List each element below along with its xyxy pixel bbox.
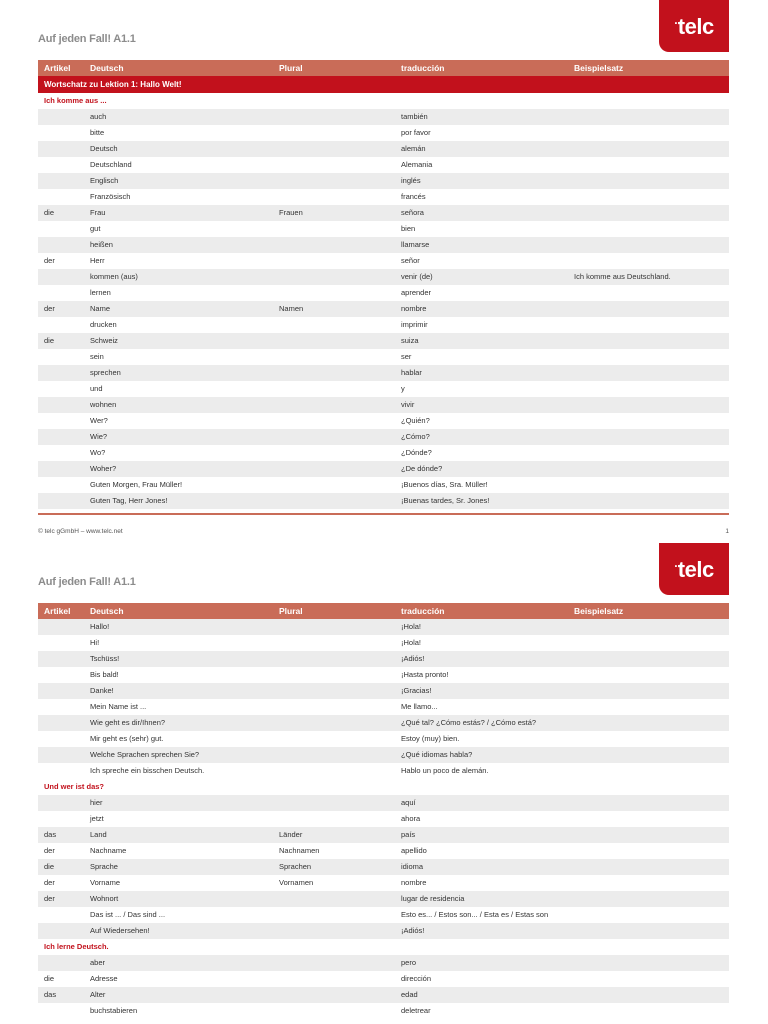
cell-deutsch: Nachname — [90, 846, 127, 855]
cell-deutsch: Danke! — [90, 686, 114, 695]
column-header-artikel: Artikel — [44, 606, 71, 616]
table-body — [38, 619, 729, 1019]
cell-traduccion: ¡Buenos días, Sra. Müller! — [401, 480, 488, 489]
cell-deutsch: lernen — [90, 288, 111, 297]
cell-traduccion: dirección — [401, 974, 432, 983]
table-row — [38, 635, 729, 651]
table-row — [38, 493, 729, 509]
table-row — [38, 109, 729, 125]
column-header-plural: Plural — [279, 63, 303, 73]
cell-deutsch: Adresse — [90, 974, 118, 983]
table-row — [38, 221, 729, 237]
cell-deutsch: aber — [90, 958, 106, 967]
cell-deutsch: sprechen — [90, 368, 121, 377]
cell-artikel: der — [44, 894, 55, 903]
table-header — [38, 60, 729, 76]
cell-traduccion: nombre — [401, 878, 427, 887]
cell-traduccion: ser — [401, 352, 412, 361]
cell-traduccion: ahora — [401, 814, 421, 823]
cell-traduccion: lugar de residencia — [401, 894, 465, 903]
cell-traduccion: ¡Hola! — [401, 638, 422, 647]
cell-traduccion: ¿Dónde? — [401, 448, 432, 457]
cell-deutsch: Tschüss! — [90, 654, 120, 663]
table-row — [38, 301, 729, 317]
cell-plural: Frauen — [279, 208, 303, 217]
cell-traduccion: aprender — [401, 288, 432, 297]
cell-deutsch: Deutschland — [90, 160, 132, 169]
column-header-deutsch: Deutsch — [90, 63, 124, 73]
cell-deutsch: Englisch — [90, 176, 119, 185]
table-row — [38, 843, 729, 859]
cell-traduccion: francés — [401, 192, 426, 201]
table-row — [38, 699, 729, 715]
cell-traduccion: ¡Buenas tardes, Sr. Jones! — [401, 496, 490, 505]
cell-traduccion: señora — [401, 208, 424, 217]
column-header-beispielsatz: Beispielsatz — [574, 606, 624, 616]
cell-deutsch: Mein Name ist ... — [90, 702, 147, 711]
section-heading-row — [38, 939, 729, 955]
cell-artikel: der — [44, 846, 55, 855]
table-row — [38, 141, 729, 157]
table-row — [38, 269, 729, 285]
cell-traduccion: llamarse — [401, 240, 430, 249]
cell-deutsch: Alter — [90, 990, 106, 999]
cell-plural: Vornamen — [279, 878, 314, 887]
table-body — [38, 76, 729, 509]
cell-plural: Namen — [279, 304, 304, 313]
table-row — [38, 651, 729, 667]
cell-traduccion: país — [401, 830, 416, 839]
cell-deutsch: Wo? — [90, 448, 106, 457]
vocabulary-table — [38, 60, 729, 509]
table-row — [38, 477, 729, 493]
cell-traduccion: ¡Hola! — [401, 622, 422, 631]
cell-deutsch: Vorname — [90, 878, 121, 887]
cell-deutsch: Wie? — [90, 432, 108, 441]
table-row — [38, 715, 729, 731]
cell-deutsch: jetzt — [90, 814, 104, 823]
cell-traduccion: ¡Adiós! — [401, 654, 425, 663]
vocabulary-table — [38, 603, 729, 1019]
table-row — [38, 667, 729, 683]
table-row — [38, 987, 729, 1003]
table-row — [38, 365, 729, 381]
cell-deutsch: Bis bald! — [90, 670, 119, 679]
section-heading-row — [38, 779, 729, 795]
table-row — [38, 811, 729, 827]
cell-deutsch: Land — [90, 830, 107, 839]
column-header-traduccion: traducción — [401, 63, 445, 73]
table-row — [38, 955, 729, 971]
cell-deutsch: bitte — [90, 128, 105, 137]
cell-traduccion: ¿Cómo? — [401, 432, 430, 441]
cell-traduccion: idioma — [401, 862, 424, 871]
column-header-beispielsatz: Beispielsatz — [574, 63, 624, 73]
cell-deutsch: Das ist ... / Das sind ... — [90, 910, 166, 919]
cell-deutsch: Schweiz — [90, 336, 118, 345]
cell-deutsch: kommen (aus) — [90, 272, 138, 281]
cell-artikel: die — [44, 336, 55, 345]
table-row — [38, 317, 729, 333]
cell-deutsch: und — [90, 384, 103, 393]
table-row — [38, 125, 729, 141]
document-title: Auf jeden Fall! A1.1 — [38, 33, 136, 45]
section-heading-row — [38, 93, 729, 109]
cell-deutsch: Name — [90, 304, 111, 313]
cell-traduccion: edad — [401, 990, 418, 999]
column-header-artikel: Artikel — [44, 63, 71, 73]
cell-traduccion: y — [401, 384, 405, 393]
column-header-deutsch: Deutsch — [90, 606, 124, 616]
table-row — [38, 429, 729, 445]
cell-artikel: der — [44, 256, 55, 265]
cell-deutsch: Deutsch — [90, 144, 118, 153]
cell-traduccion: ¡Adiós! — [401, 926, 425, 935]
cell-traduccion: alemán — [401, 144, 426, 153]
lesson-heading-row — [38, 76, 729, 93]
cell-deutsch: Sprache — [90, 862, 118, 871]
table-row — [38, 827, 729, 843]
section-heading: Und wer ist das? — [44, 782, 105, 791]
table-row — [38, 349, 729, 365]
table-row — [38, 333, 729, 349]
cell-deutsch: Wer? — [90, 416, 108, 425]
cell-traduccion: ¡Hasta pronto! — [401, 670, 449, 679]
cell-deutsch: Hallo! — [90, 622, 110, 631]
table-row — [38, 747, 729, 763]
cell-artikel: der — [44, 878, 55, 887]
cell-traduccion: ¿De dónde? — [401, 464, 443, 473]
cell-deutsch: Wie geht es dir/Ihnen? — [90, 718, 166, 727]
cell-deutsch: Auf Wiedersehen! — [90, 926, 150, 935]
cell-traduccion: suiza — [401, 336, 419, 345]
cell-deutsch: sein — [90, 352, 104, 361]
footer-page-number: 1 — [725, 528, 729, 535]
table-row — [38, 891, 729, 907]
cell-deutsch: Französisch — [90, 192, 131, 201]
cell-plural: Nachnamen — [279, 846, 320, 855]
cell-artikel: das — [44, 990, 57, 999]
cell-deutsch: Wohnort — [90, 894, 119, 903]
cell-beispielsatz: Ich komme aus Deutschland. — [574, 272, 671, 281]
column-header-traduccion: traducción — [401, 606, 445, 616]
cell-deutsch: drucken — [90, 320, 117, 329]
column-header-plural: Plural — [279, 606, 303, 616]
table-header — [38, 603, 729, 619]
table-row — [38, 859, 729, 875]
table-row — [38, 189, 729, 205]
table-row — [38, 971, 729, 987]
section-heading: Ich lerne Deutsch. — [44, 942, 109, 951]
document-title: Auf jeden Fall! A1.1 — [38, 576, 136, 588]
cell-deutsch: Guten Tag, Herr Jones! — [90, 496, 168, 505]
cell-deutsch: wohnen — [90, 400, 117, 409]
cell-deutsch: Herr — [90, 256, 105, 265]
cell-traduccion: Me llamo... — [401, 702, 438, 711]
table-row — [38, 205, 729, 221]
table-row — [38, 237, 729, 253]
cell-traduccion: nombre — [401, 304, 427, 313]
table-row — [38, 445, 729, 461]
table-row — [38, 683, 729, 699]
document-page-2 — [0, 543, 768, 1024]
table-row — [38, 461, 729, 477]
table-end-rule — [38, 513, 729, 515]
table-row — [38, 907, 729, 923]
cell-traduccion: pero — [401, 958, 417, 967]
table-row — [38, 173, 729, 189]
table-row — [38, 157, 729, 173]
cell-traduccion: también — [401, 112, 428, 121]
cell-deutsch: Ich spreche ein bisschen Deutsch. — [90, 766, 205, 775]
cell-traduccion: Alemania — [401, 160, 433, 169]
cell-traduccion: por favor — [401, 128, 431, 137]
table-row — [38, 253, 729, 269]
cell-deutsch: Guten Morgen, Frau Müller! — [90, 480, 183, 489]
telc-logo: ·telc — [659, 0, 729, 52]
cell-traduccion: venir (de) — [401, 272, 433, 281]
table-row — [38, 285, 729, 301]
cell-traduccion: Estoy (muy) bien. — [401, 734, 460, 743]
footer-copyright: © telc gGmbH – www.telc.net — [38, 528, 123, 535]
cell-traduccion: ¡Gracias! — [401, 686, 432, 695]
cell-artikel: das — [44, 830, 57, 839]
table-row — [38, 763, 729, 779]
cell-deutsch: buchstabieren — [90, 1006, 138, 1015]
cell-traduccion: aquí — [401, 798, 416, 807]
cell-traduccion: vivir — [401, 400, 415, 409]
cell-traduccion: deletrear — [401, 1006, 431, 1015]
cell-plural: Sprachen — [279, 862, 312, 871]
cell-traduccion: apellido — [401, 846, 427, 855]
table-row — [38, 795, 729, 811]
table-row — [38, 397, 729, 413]
lesson-heading: Wortschatz zu Lektion 1: Hallo Welt! — [44, 80, 182, 89]
cell-traduccion: hablar — [401, 368, 422, 377]
cell-artikel: der — [44, 304, 55, 313]
table-row — [38, 923, 729, 939]
cell-deutsch: Hi! — [90, 638, 100, 647]
table-row — [38, 413, 729, 429]
section-heading: Ich komme aus ... — [44, 96, 107, 105]
table-row — [38, 381, 729, 397]
telc-logo: ·telc — [659, 543, 729, 595]
cell-deutsch: hier — [90, 798, 103, 807]
cell-artikel: die — [44, 974, 55, 983]
cell-artikel: die — [44, 208, 55, 217]
cell-traduccion: imprimir — [401, 320, 428, 329]
cell-traduccion: señor — [401, 256, 420, 265]
cell-traduccion: inglés — [401, 176, 421, 185]
cell-deutsch: gut — [90, 224, 101, 233]
cell-plural: Länder — [279, 830, 303, 839]
table-row — [38, 731, 729, 747]
cell-deutsch: heißen — [90, 240, 113, 249]
cell-deutsch: Frau — [90, 208, 106, 217]
cell-traduccion: Esto es... / Estos son... / Esta es / Estas son — [401, 910, 549, 919]
cell-traduccion: Hablo un poco de alemán. — [401, 766, 489, 775]
cell-deutsch: Welche Sprachen sprechen Sie? — [90, 750, 200, 759]
cell-deutsch: auch — [90, 112, 107, 121]
cell-traduccion: ¿Qué idiomas habla? — [401, 750, 473, 759]
table-row — [38, 875, 729, 891]
cell-deutsch: Woher? — [90, 464, 117, 473]
cell-artikel: die — [44, 862, 55, 871]
table-row — [38, 619, 729, 635]
cell-traduccion: bien — [401, 224, 416, 233]
table-row — [38, 1003, 729, 1019]
cell-traduccion: ¿Quién? — [401, 416, 430, 425]
cell-deutsch: Mir geht es (sehr) gut. — [90, 734, 164, 743]
cell-traduccion: ¿Qué tal? ¿Cómo estás? / ¿Cómo está? — [401, 718, 537, 727]
